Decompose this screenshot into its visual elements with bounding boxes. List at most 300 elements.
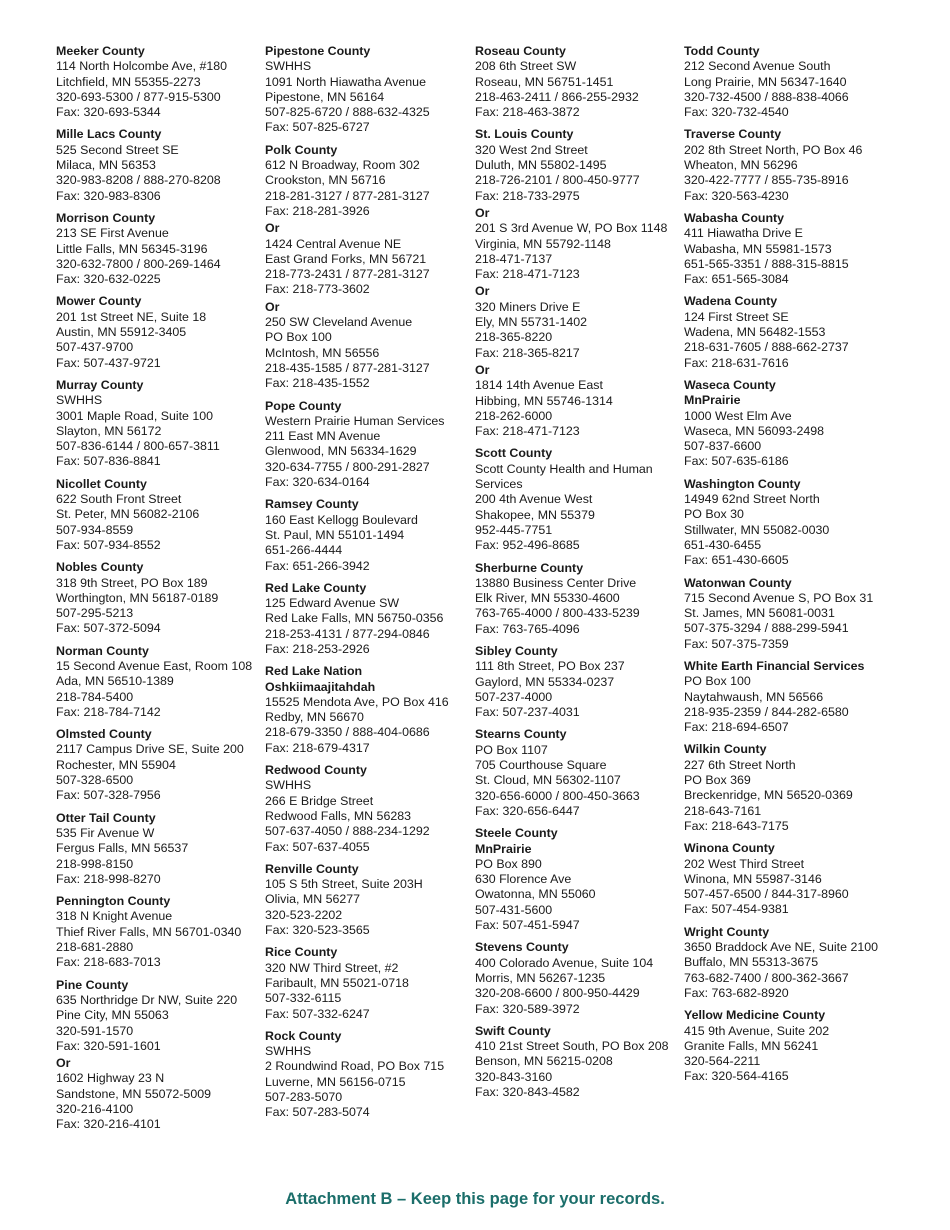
address-line: Fax: 952-496-8685 — [475, 538, 580, 553]
address-line: Pine City, MN 55063 — [56, 1008, 169, 1023]
address-line: Owatonna, MN 55060 — [475, 887, 596, 902]
address-line: Elk River, MN 55330-4600 — [475, 591, 620, 606]
address-line: PO Box 890 — [475, 856, 542, 871]
alternate-label: Or — [265, 221, 280, 236]
address-line: 160 East Kellogg Boulevard — [265, 512, 418, 527]
address-line: 415 9th Avenue, Suite 202 — [684, 1023, 830, 1038]
county-entry — [56, 811, 261, 887]
county-entry — [475, 1024, 680, 1100]
address-line: 218-935-2359 / 844-282-6580 — [684, 704, 849, 719]
address-line: 218-365-8220 — [475, 330, 553, 345]
county-entry — [56, 894, 261, 970]
address-line: Red Lake Falls, MN 56750-0356 — [265, 611, 444, 626]
address-line: Worthington, MN 56187-0189 — [56, 590, 219, 605]
address-line: 507-431-5600 — [475, 902, 553, 917]
county-entry — [475, 127, 680, 439]
address-line: Fax: 763-765-4096 — [475, 621, 580, 636]
county-name: Winona County — [684, 841, 775, 856]
county-entry — [684, 576, 889, 652]
county-name: Rice County — [265, 945, 338, 960]
address-line: Milaca, MN 56353 — [56, 158, 156, 173]
address-line: 218-471-7137 — [475, 251, 553, 266]
county-entry — [684, 841, 889, 917]
address-line: St. Cloud, MN 56302-1107 — [475, 773, 621, 788]
address-line: 1000 West Elm Ave — [684, 408, 792, 423]
county-name: Pipestone County — [265, 44, 371, 58]
address-line: 202 West Third Street — [684, 856, 805, 871]
address-line: Gaylord, MN 55334-0237 — [475, 674, 615, 689]
address-line: 111 8th Street, PO Box 237 — [475, 659, 625, 674]
county-name: Scott County — [475, 446, 553, 461]
county-name: Olmsted County — [56, 727, 152, 742]
county-directory — [56, 44, 936, 1164]
address-line: Fax: 218-471-7123 — [475, 267, 580, 282]
address-line: 651-430-6455 — [684, 537, 762, 552]
address-line: 15525 Mendota Ave, PO Box 416 — [265, 694, 449, 709]
county-entry — [684, 742, 889, 834]
address-line: 14949 62nd Street North — [684, 492, 820, 507]
county-name: Rock County — [265, 1028, 342, 1043]
address-line: 105 S 5th Street, Suite 203H — [265, 877, 423, 892]
address-line: Fax: 507-375-7359 — [684, 636, 789, 651]
address-line: 320-843-3160 — [475, 1069, 553, 1084]
address-line: Fax: 320-216-4101 — [56, 1117, 161, 1132]
address-line: 201 1st Street NE, Suite 18 — [56, 309, 207, 324]
address-line: 218-998-8150 — [56, 856, 134, 871]
address-line: Fax: 218-365-8217 — [475, 345, 580, 360]
address-line: 507-375-3294 / 888-299-5941 — [684, 621, 849, 636]
address-line: 612 N Broadway, Room 302 — [265, 158, 420, 173]
address-line: Fax: 507-454-9381 — [684, 902, 789, 917]
county-entry — [265, 862, 470, 938]
address-line: Stillwater, MN 55082-0030 — [684, 522, 830, 537]
county-name: Red Lake Nation — [265, 664, 363, 679]
address-line: SWHHS — [56, 393, 103, 408]
county-name: Wilkin County — [684, 742, 767, 757]
address-line: Fax: 507-451-5947 — [475, 918, 580, 933]
county-entry — [265, 497, 470, 573]
address-line: 318 N Knight Avenue — [56, 909, 173, 924]
address-line: Fax: 507-283-5074 — [265, 1105, 370, 1120]
address-line: 320-523-2202 — [265, 907, 343, 922]
address-line: 507-295-5213 — [56, 606, 134, 621]
county-entry — [265, 1029, 470, 1121]
address-line: 507-836-6144 / 800-657-3811 — [56, 439, 220, 454]
address-line: Austin, MN 55912-3405 — [56, 325, 187, 340]
address-line: 507-934-8559 — [56, 522, 134, 537]
county-name: Redwood County — [265, 763, 367, 778]
address-line: Redby, MN 56670 — [265, 710, 364, 725]
county-subtitle: MnPrairie — [684, 393, 741, 408]
address-line: 630 Florence Ave — [475, 872, 572, 887]
county-name: Ramsey County — [265, 497, 359, 512]
address-line: 201 S 3rd Avenue W, PO Box 1148 — [475, 221, 668, 236]
address-line: 507-332-6115 — [265, 991, 342, 1006]
address-line: 525 Second Street SE — [56, 142, 179, 157]
address-line: 320-656-6000 / 800-450-3663 — [475, 788, 640, 803]
address-line: 227 6th Street North — [684, 757, 796, 772]
address-line: Litchfield, MN 55355-2273 — [56, 74, 201, 89]
address-line: Shakopee, MN 55379 — [475, 507, 595, 522]
address-line: Fax: 320-983-8306 — [56, 188, 161, 203]
address-line: Fax: 218-463-3872 — [475, 105, 580, 120]
county-entry — [475, 727, 680, 819]
county-entry — [56, 127, 261, 203]
county-entry — [265, 399, 470, 491]
address-line: Fax: 507-437-9721 — [56, 355, 161, 370]
address-line: 218-773-2431 / 877-281-3127 — [265, 267, 430, 282]
address-line: Scott County Health and Human — [475, 461, 653, 476]
county-entry — [265, 44, 470, 136]
county-name: Wright County — [684, 924, 770, 939]
address-line: 114 North Holcombe Ave, #180 — [56, 59, 228, 74]
address-line: 1424 Central Avenue NE — [265, 236, 402, 251]
address-line: 320-632-7800 / 800-269-1464 — [56, 256, 221, 271]
address-line: 1602 Highway 23 N — [56, 1071, 165, 1086]
address-line: 208 6th Street SW — [475, 59, 577, 74]
address-line: 320 NW Third Street, #2 — [265, 960, 399, 975]
address-line: 2117 Campus Drive SE, Suite 200 — [56, 742, 244, 757]
county-name: St. Louis County — [475, 127, 574, 142]
address-line: 507-457-6500 / 844-317-8960 — [684, 887, 849, 902]
county-name: Swift County — [475, 1023, 551, 1038]
address-line: 3650 Braddock Ave NE, Suite 2100 — [684, 940, 879, 955]
address-line: Fax: 218-435-1552 — [265, 376, 370, 391]
address-line: 125 Edward Avenue SW — [265, 596, 400, 611]
address-line: Little Falls, MN 56345-3196 — [56, 241, 208, 256]
address-line: Fax: 218-998-8270 — [56, 871, 161, 886]
address-line: Winona, MN 55987-3146 — [684, 871, 822, 886]
address-line: Fax: 218-471-7123 — [475, 424, 580, 439]
address-line: Sandstone, MN 55072-5009 — [56, 1086, 211, 1101]
address-line: Granite Falls, MN 56241 — [684, 1038, 819, 1053]
address-line: Fax: 320-634-0164 — [265, 475, 370, 490]
county-entry — [684, 1008, 889, 1084]
alternate-label: Or — [265, 299, 280, 314]
directory-column-1 — [56, 44, 261, 1140]
address-line: 320-732-4500 / 888-838-4066 — [684, 89, 849, 104]
address-line: Fax: 320-732-4540 — [684, 105, 789, 120]
county-entry — [684, 378, 889, 470]
address-line: 3001 Maple Road, Suite 100 — [56, 408, 214, 423]
address-line: 715 Second Avenue S, PO Box 31 — [684, 590, 874, 605]
directory-column-4 — [684, 44, 889, 1092]
address-line: Wabasha, MN 55981-1573 — [684, 241, 832, 256]
address-line: 763-682-7400 / 800-362-3667 — [684, 970, 849, 985]
address-line: Fax: 320-632-0225 — [56, 272, 161, 287]
address-line: 266 E Bridge Street — [265, 793, 374, 808]
address-line: Fax: 218-679-4317 — [265, 740, 370, 755]
address-line: 320-634-7755 / 800-291-2827 — [265, 459, 430, 474]
address-line: 124 First Street SE — [684, 309, 789, 324]
address-line: Fax: 507-635-6186 — [684, 454, 789, 469]
address-line: Virginia, MN 55792-1148 — [475, 236, 611, 251]
county-entry — [56, 978, 261, 1133]
address-line: Fergus Falls, MN 56537 — [56, 841, 189, 856]
address-line: 218-784-5400 — [56, 689, 134, 704]
address-line: St. Paul, MN 55101-1494 — [265, 527, 405, 542]
address-line: PO Box 100 — [684, 674, 751, 689]
address-line: 507-837-6600 — [684, 439, 762, 454]
address-line: 213 SE First Avenue — [56, 226, 169, 241]
address-line: Fax: 320-564-4165 — [684, 1069, 789, 1084]
address-line: Fax: 218-631-7616 — [684, 355, 789, 370]
address-line: Fax: 651-565-3084 — [684, 272, 789, 287]
county-name: Waseca County — [684, 377, 776, 392]
county-name: Sibley County — [475, 643, 558, 658]
address-line: Buffalo, MN 55313-3675 — [684, 955, 819, 970]
county-entry — [684, 127, 889, 203]
county-name: Red Lake County — [265, 580, 367, 595]
address-line: Fax: 507-372-5094 — [56, 621, 161, 636]
address-line: 622 South Front Street — [56, 492, 182, 507]
address-line: 535 Fir Avenue W — [56, 825, 155, 840]
address-line: Morris, MN 56267-1235 — [475, 970, 606, 985]
county-entry — [684, 211, 889, 287]
address-line: Glenwood, MN 56334-1629 — [265, 444, 417, 459]
county-entry — [265, 664, 470, 756]
address-line: Fax: 218-733-2975 — [475, 188, 580, 203]
address-line: 202 8th Street North, PO Box 46 — [684, 142, 863, 157]
address-line: 651-266-4444 — [265, 543, 343, 558]
address-line: Slayton, MN 56172 — [56, 423, 162, 438]
address-line: 2 Roundwind Road, PO Box 715 — [265, 1059, 445, 1074]
alternate-label: Or — [56, 1056, 71, 1071]
address-line: 218-463-2411 / 866-255-2932 — [475, 89, 639, 104]
address-line: Benson, MN 56215-0208 — [475, 1054, 613, 1069]
address-line: Duluth, MN 55802-1495 — [475, 158, 607, 173]
address-line: 218-435-1585 / 877-281-3127 — [265, 360, 430, 375]
address-line: 952-445-7751 — [475, 522, 553, 537]
address-line: 218-643-7161 — [684, 803, 762, 818]
address-line: Fax: 320-563-4230 — [684, 188, 789, 203]
address-line: Wheaton, MN 56296 — [684, 158, 798, 173]
address-line: 320-422-7777 / 855-735-8916 — [684, 173, 849, 188]
address-line: Fax: 651-266-3942 — [265, 558, 370, 573]
county-entry — [684, 925, 889, 1001]
address-line: SWHHS — [265, 778, 312, 793]
county-name: Norman County — [56, 643, 149, 658]
address-line: Fax: 218-694-6507 — [684, 720, 789, 735]
address-line: Fax: 218-281-3926 — [265, 203, 370, 218]
county-name: Watonwan County — [684, 575, 792, 590]
county-subtitle: Oshkiimaajitahdah — [265, 679, 376, 694]
address-line: 250 SW Cleveland Avenue — [265, 315, 413, 330]
address-line: Fax: 320-589-3972 — [475, 1001, 580, 1016]
address-line: 651-565-3351 / 888-315-8815 — [684, 256, 849, 271]
address-line: McIntosh, MN 56556 — [265, 345, 380, 360]
address-line: Fax: 763-682-8920 — [684, 985, 789, 1000]
county-name: White Earth Financial Services — [684, 658, 865, 673]
footer-note: Attachment B – Keep this page for your records. — [285, 1190, 665, 1208]
address-line: PO Box 100 — [265, 330, 332, 345]
county-entry — [56, 477, 261, 553]
address-line: 507-437-9700 — [56, 340, 134, 355]
address-line: Wadena, MN 56482-1553 — [684, 325, 826, 340]
address-line: Fax: 507-825-6727 — [265, 120, 370, 135]
county-entry — [265, 143, 470, 392]
county-entry — [56, 44, 261, 120]
address-line: 320-564-2211 — [684, 1054, 761, 1069]
county-entry — [265, 581, 470, 657]
county-entry — [684, 44, 889, 120]
address-line: SWHHS — [265, 1044, 312, 1059]
county-name: Todd County — [684, 44, 760, 58]
address-line: 218-679-3350 / 888-404-0686 — [265, 725, 430, 740]
address-line: Fax: 320-523-3565 — [265, 923, 370, 938]
county-entry — [56, 560, 261, 636]
address-line: Faribault, MN 55021-0718 — [265, 975, 409, 990]
alternate-label: Or — [475, 284, 490, 299]
address-line: Waseca, MN 56093-2498 — [684, 423, 825, 438]
address-line: Pipestone, MN 56164 — [265, 89, 385, 104]
county-name: Pennington County — [56, 894, 171, 909]
address-line: Fax: 320-591-1601 — [56, 1038, 161, 1053]
county-name: Traverse County — [684, 127, 782, 142]
address-line: PO Box 369 — [684, 773, 751, 788]
address-line: 318 9th Street, PO Box 189 — [56, 575, 208, 590]
county-name: Nobles County — [56, 560, 144, 575]
directory-column-3 — [475, 44, 680, 1107]
address-line: 15 Second Avenue East, Room 108 — [56, 658, 253, 673]
address-line: PO Box 1107 — [475, 742, 548, 757]
address-line: 635 Northridge Dr NW, Suite 220 — [56, 992, 238, 1007]
address-line: Roseau, MN 56751-1451 — [475, 74, 614, 89]
county-entry — [265, 945, 470, 1021]
address-line: St. Peter, MN 56082-2106 — [56, 507, 200, 522]
address-line: Rochester, MN 55904 — [56, 757, 176, 772]
address-line: 507-283-5070 — [265, 1090, 343, 1104]
address-line: Fax: 218-643-7175 — [684, 818, 789, 833]
address-line: Fax: 507-836-8841 — [56, 454, 161, 469]
address-line: Fax: 320-843-4582 — [475, 1085, 580, 1099]
directory-column-2 — [265, 44, 470, 1128]
county-name: Morrison County — [56, 210, 156, 225]
address-line: Fax: 507-332-6247 — [265, 1006, 370, 1021]
address-line: 218-631-7605 / 888-662-2737 — [684, 340, 849, 355]
address-line: Fax: 218-784-7142 — [56, 704, 161, 719]
address-line: 218-253-4131 / 877-294-0846 — [265, 626, 430, 641]
alternate-label: Or — [475, 362, 490, 377]
county-entry — [475, 446, 680, 553]
address-line: 320-591-1570 — [56, 1023, 134, 1038]
address-line: PO Box 30 — [684, 507, 744, 522]
address-line: 705 Courthouse Square — [475, 758, 607, 773]
address-line: Luverne, MN 56156-0715 — [265, 1074, 406, 1089]
address-line: Breckenridge, MN 56520-0369 — [684, 788, 853, 803]
county-entry — [684, 294, 889, 370]
county-entry — [684, 477, 889, 569]
county-entry — [56, 644, 261, 720]
county-name: Meeker County — [56, 44, 145, 58]
address-line: Fax: 507-237-4031 — [475, 705, 580, 720]
county-name: Yellow Medicine County — [684, 1008, 826, 1023]
address-line: Services — [475, 477, 523, 492]
address-line: East Grand Forks, MN 56721 — [265, 251, 427, 266]
address-line: Fax: 320-693-5344 — [56, 105, 161, 120]
county-name: Wabasha County — [684, 210, 785, 225]
address-line: 218-681-2880 — [56, 940, 134, 955]
address-line: Fax: 218-253-2926 — [265, 641, 370, 656]
address-line: Redwood Falls, MN 56283 — [265, 808, 412, 823]
alternate-label: Or — [475, 205, 490, 220]
address-line: 507-637-4050 / 888-234-1292 — [265, 824, 430, 839]
address-line: Western Prairie Human Services — [265, 413, 445, 428]
address-line: 507-328-6500 — [56, 773, 134, 788]
address-line: 320-693-5300 / 877-915-5300 — [56, 89, 221, 104]
address-line: St. James, MN 56081-0031 — [684, 606, 835, 621]
county-name: Roseau County — [475, 44, 566, 58]
county-entry — [56, 211, 261, 287]
county-name: Stearns County — [475, 727, 567, 742]
address-line: Naytahwaush, MN 56566 — [684, 689, 824, 704]
county-name: Steele County — [475, 826, 558, 841]
county-name: Renville County — [265, 861, 359, 876]
address-line: 320-983-8208 / 888-270-8208 — [56, 173, 221, 188]
county-name: Sherburne County — [475, 560, 584, 575]
address-line: 411 Hiawatha Drive E — [684, 226, 803, 241]
county-name: Pope County — [265, 398, 342, 413]
county-subtitle: MnPrairie — [475, 841, 532, 856]
address-line: Olivia, MN 56277 — [265, 892, 361, 907]
county-name: Otter Tail County — [56, 810, 156, 825]
address-line: 218-281-3127 / 877-281-3127 — [265, 188, 430, 203]
county-entry — [475, 940, 680, 1016]
county-entry — [265, 763, 470, 855]
county-name: Murray County — [56, 377, 144, 392]
county-entry — [56, 294, 261, 370]
address-line: Fax: 320-656-6447 — [475, 803, 580, 818]
address-line: 218-726-2101 / 800-450-9777 — [475, 173, 640, 188]
address-line: Fax: 507-934-8552 — [56, 537, 161, 552]
address-line: 212 Second Avenue South — [684, 59, 831, 74]
address-line: Crookston, MN 56716 — [265, 173, 386, 188]
county-entry — [475, 561, 680, 637]
address-line: Fax: 218-683-7013 — [56, 955, 161, 970]
county-name: Mille Lacs County — [56, 127, 162, 142]
county-entry — [56, 378, 261, 470]
address-line: Hibbing, MN 55746-1314 — [475, 393, 613, 408]
address-line: 400 Colorado Avenue, Suite 104 — [475, 955, 654, 970]
address-line: 1814 14th Avenue East — [475, 378, 603, 393]
address-line: 211 East MN Avenue — [265, 429, 381, 444]
address-line: Ely, MN 55731-1402 — [475, 315, 588, 330]
address-line: 320 Miners Drive E — [475, 299, 581, 314]
address-line: Fax: 507-637-4055 — [265, 839, 370, 854]
county-entry — [475, 644, 680, 720]
county-name: Mower County — [56, 294, 142, 309]
address-line: 320-216-4100 — [56, 1102, 134, 1116]
address-line: SWHHS — [265, 59, 312, 74]
county-name: Washington County — [684, 476, 801, 491]
address-line: 1091 North Hiawatha Avenue — [265, 74, 426, 89]
county-entry — [684, 659, 889, 735]
county-entry — [475, 44, 680, 120]
address-line: Thief River Falls, MN 56701-0340 — [56, 924, 242, 939]
county-name: Wadena County — [684, 294, 778, 309]
county-name: Nicollet County — [56, 476, 147, 491]
address-line: 320 West 2nd Street — [475, 142, 588, 157]
county-entry — [56, 727, 261, 803]
address-line: Fax: 218-773-3602 — [265, 282, 370, 297]
address-line: 218-262-6000 — [475, 408, 553, 423]
address-line: 507-825-6720 / 888-632-4325 — [265, 105, 430, 120]
address-line: 13880 Business Center Drive — [475, 575, 637, 590]
address-line: 507-237-4000 — [475, 689, 553, 704]
address-line: Fax: 507-328-7956 — [56, 788, 161, 803]
address-line: 410 21st Street South, PO Box 208 — [475, 1039, 669, 1054]
address-line: Long Prairie, MN 56347-1640 — [684, 74, 847, 89]
